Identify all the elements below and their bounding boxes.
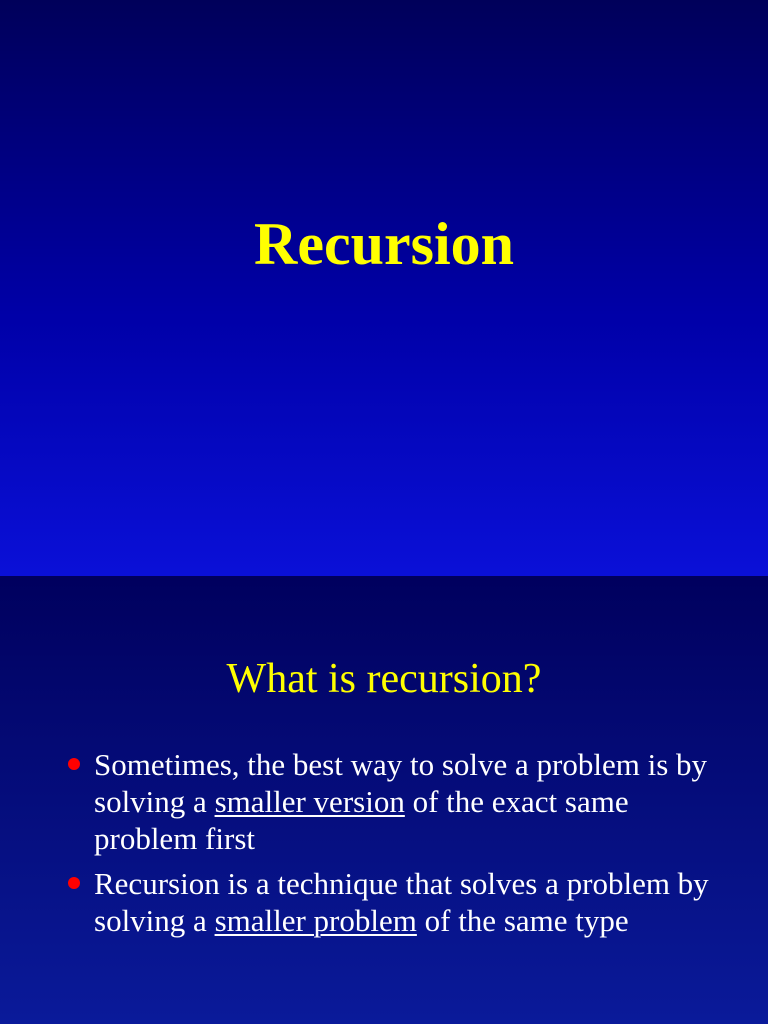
bullet-list (64, 746, 724, 947)
content-slide-title: What is recursion? (226, 656, 542, 702)
bullet-text-after: of the exact same problem first (94, 784, 629, 856)
bullet-emphasis: smaller problem (214, 903, 417, 938)
bullet-dot-icon (68, 758, 80, 770)
bullet-emphasis: smaller version (214, 784, 405, 819)
content-slide (0, 576, 768, 1024)
slide-title: Recursion (254, 211, 514, 277)
bullet-dot-icon (68, 877, 80, 889)
bullet-item-1 (64, 746, 724, 857)
bullet-text-before: Recursion is a technique that solves a problem by solving a (94, 866, 709, 938)
bullet-text-before: Sometimes, the best way to solve a problem is by solving a (94, 747, 708, 819)
bullet-text-after: of the same type (416, 903, 629, 938)
bullet-item-2 (64, 865, 724, 939)
